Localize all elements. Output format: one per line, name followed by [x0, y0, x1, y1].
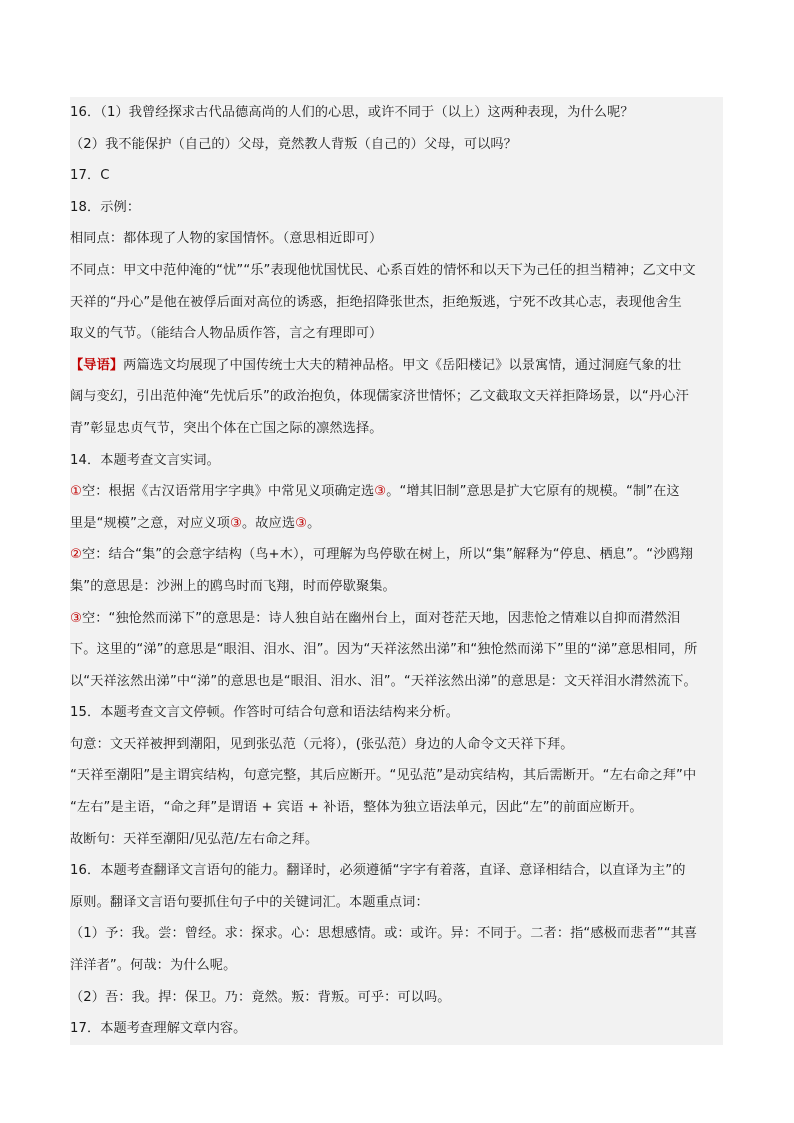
text-line: 句意：文天祥被押到潮阳，见到张弘范（元将），(张弘范）身边的人命令文天祥下拜。	[70, 736, 574, 752]
text-line: 阔与变幻，引出范仲淹“先忧后乐”的政治抱负，体现儒家济世情怀；乙文截取文天祥拒降场景，以“丹心汗	[70, 389, 689, 405]
text-line: 原则。翻译文言语句要抓住句子中的关键词汇。本题重点词：	[70, 894, 429, 910]
circled-number-3: ③	[295, 515, 308, 531]
text-line: 17．本题考查理解文章内容。	[70, 1021, 247, 1037]
circled-number-3: ③	[230, 515, 242, 531]
text-segment: 。“增其旧制”意思是扩大它原有的规模。“制”在这	[386, 484, 680, 500]
text-line: 不同点：甲文中范仲淹的“忧”“乐”表现他忧国忧民、心系百姓的情怀和以天下为己任的担当精神；乙文中文	[70, 262, 696, 278]
text-line: 故断句：天祥至潮阳/见弘范/左右命之拜。	[70, 831, 319, 847]
guide-line	[70, 350, 723, 382]
text-segment: 空：结合“集”的会意字结构（鸟+木），可理解为鸟停歇在树上，所以“集”解释为“停息、栖息”。“沙鸥翔	[81, 547, 694, 563]
text-segment: 。故应选	[241, 515, 296, 531]
circled-number-2: ②	[70, 547, 82, 563]
text-line: 天祥的“丹心”是他在被俘后面对高位的诱惑，拒绝招降张世杰，拒绝叛逃，宁死不改其心志，表现他舍生	[70, 294, 682, 310]
text-line	[70, 603, 723, 635]
answer-analysis-text	[70, 97, 723, 1045]
text-line: 15．本题考查文言文停顿。作答时可结合句意和语法结构来分析。	[70, 705, 460, 721]
text-line: 以“天祥泫然出涕”中“涕”的意思也是“眼泪、泪水、泪”。“天祥泫然出涕”的意思是：文天祥泪水潸然流下。	[70, 673, 697, 689]
guide-text: 两篇选文均展现了中国传统士大夫的精神品格。甲文《岳阳楼记》以景寓情，通过洞庭气象的壮	[123, 357, 682, 373]
text-line: 青”彰显忠贞气节，突出个体在亡国之际的凛然选择。	[70, 420, 383, 436]
text-line	[70, 476, 723, 508]
text-segment: 空：根据《古汉语常用字字典》中常见义项确定选	[81, 484, 375, 500]
text-line	[70, 539, 723, 571]
text-line: （1）予：我。尝：曾经。求：探求。心：思想感情。或：或许。异：不同于。二者：指“感极而悲者”“其喜	[70, 926, 698, 942]
text-line: “天祥至潮阳”是主谓宾结构，句意完整，其后应断开。“见弘范”是动宾结构，其后需断开。“左右命之拜”中	[70, 768, 697, 784]
text-line: “左右”是主语，“命之拜”是谓语 + 宾语 + 补语，整体为独立语法单元，因此“左”的前面应断开。	[70, 800, 643, 816]
text-line: 集”的意思是：沙洲上的鸥鸟时而飞翔，时而停歇聚集。	[70, 578, 396, 594]
text-segment: 。	[307, 515, 321, 531]
text-line: 下。这里的“涕”的意思是“眼泪、泪水、泪”。因为“天祥泫然出涕”和“独怆然而涕下”里的“涕”意思相同，所	[70, 642, 698, 658]
circled-number-1: ①	[70, 484, 82, 500]
text-line: 16．（1）我曾经探求古代品德高尚的人们的心思，或许不同于（以上）这两种表现，为什么呢？	[70, 105, 634, 120]
guide-label: 【导语】	[70, 357, 124, 373]
text-line: （2）我不能保护（自己的）父母，竟然教人背叛（自己的）父母，可以吗？	[70, 136, 517, 152]
text-segment: 里是“规模”之意，对应义项	[70, 515, 231, 531]
text-line: 14．本题考查文言实词。	[70, 452, 220, 468]
text-line: 洋洋者”。何哉：为什么呢。	[70, 958, 237, 974]
text-line	[70, 508, 723, 540]
text-segment: 空：“独怆然而涕下”的意思是：诗人独自站在幽州台上，面对苍茫天地，因悲怆之情难以自抑而潸然泪	[81, 610, 681, 626]
text-line: 17．C	[70, 168, 110, 184]
text-line: 取义的气节。（能结合人物品质作答，言之有理即可）	[70, 326, 383, 342]
text-line: 18．示例：	[70, 199, 141, 215]
text-line: （2）吾：我。捍：保卫。乃：竟然。叛：背叛。可乎：可以吗。	[70, 989, 451, 1005]
circled-number-3: ③	[374, 484, 387, 500]
text-line: 16．本题考查翻译文言语句的能力。翻译时，必须遵循“字字有着落，直译、意译相结合，以直译为主”的	[70, 863, 686, 879]
circled-number-3: ③	[70, 610, 82, 626]
text-line: 相同点：都体现了人物的家国情怀。（意思相近即可）	[70, 231, 383, 247]
